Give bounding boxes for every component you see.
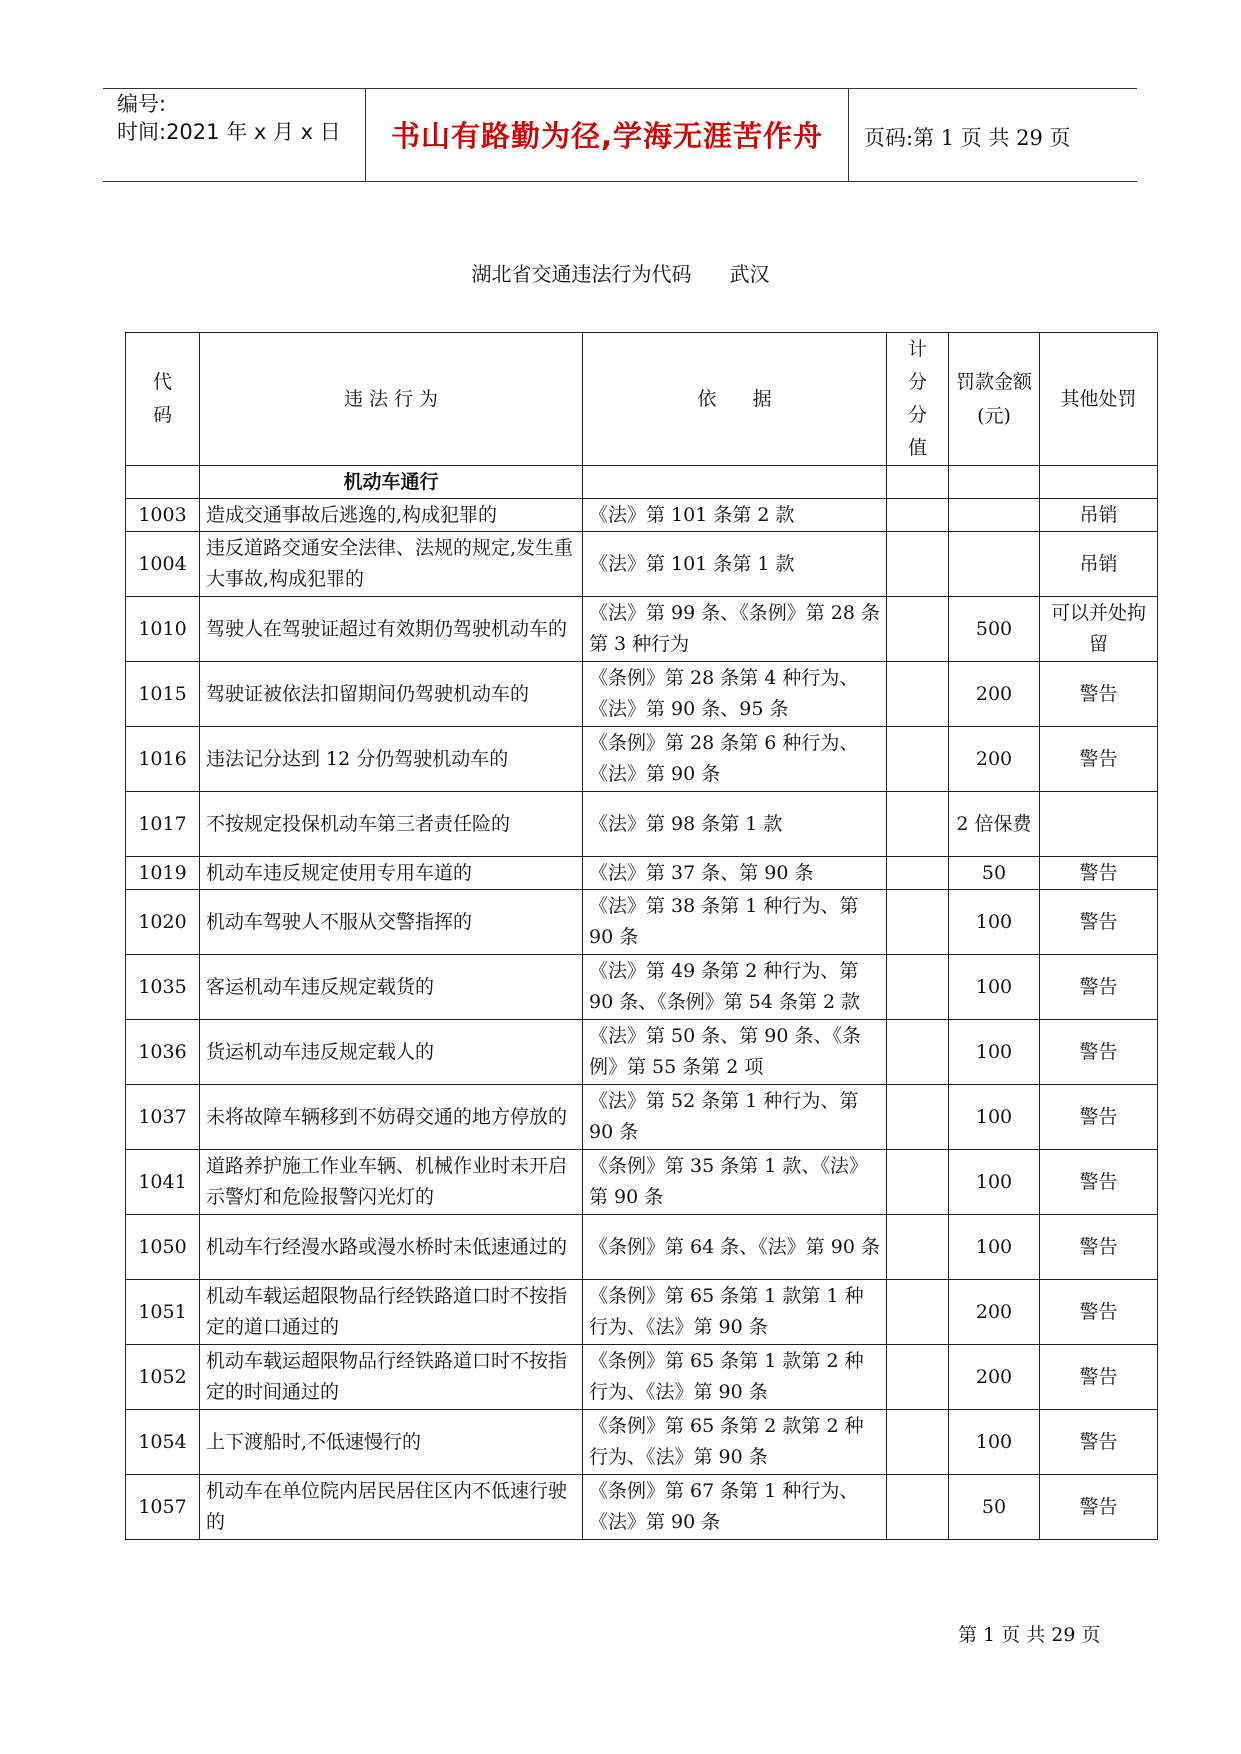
cell-fine (949, 499, 1040, 532)
cell-other: 警告 (1040, 727, 1158, 792)
cell-other: 警告 (1040, 955, 1158, 1020)
cell-violation: 客运机动车违反规定载货的 (200, 955, 583, 1020)
cell-basis: 《条例》第 67 条第 1 种行为、《法》第 90 条 (583, 1475, 887, 1540)
cell-basis: 《法》第 37 条、第 90 条 (583, 857, 887, 890)
section-title: 机动车通行 (200, 466, 583, 499)
cell-violation: 机动车行经漫水路或漫水桥时未低速通过的 (200, 1215, 583, 1280)
header-page-label: 页码:第 1 页 共 29 页 (864, 126, 1071, 150)
cell-fine: 100 (949, 1215, 1040, 1280)
cell-fine: 100 (949, 1085, 1040, 1150)
document-title (0, 258, 1241, 287)
cell-points (887, 727, 949, 792)
cell-fine: 100 (949, 1150, 1040, 1215)
table-row (126, 532, 1158, 597)
cell-other: 警告 (1040, 1150, 1158, 1215)
cell-violation: 机动车载运超限物品行经铁路道口时不按指定的时间通过的 (200, 1345, 583, 1410)
cell-other: 警告 (1040, 1215, 1158, 1280)
cell-code: 1050 (126, 1215, 200, 1280)
cell-code: 1035 (126, 955, 200, 1020)
cell-other: 吊销 (1040, 532, 1158, 597)
table-row (126, 597, 1158, 662)
cell-basis: 《条例》第 65 条第 1 款第 2 种行为、《法》第 90 条 (583, 1345, 887, 1410)
cell-basis: 《条例》第 65 条第 2 款第 2 种行为、《法》第 90 条 (583, 1410, 887, 1475)
cell-basis: 《法》第 50 条、第 90 条、《条例》第 55 条第 2 项 (583, 1020, 887, 1085)
cell-other: 警告 (1040, 1410, 1158, 1475)
cell-code: 1020 (126, 890, 200, 955)
cell-violation: 道路养护施工作业车辆、机械作业时未开启示警灯和危险报警闪光灯的 (200, 1150, 583, 1215)
cell-violation: 驾驶证被依法扣留期间仍驾驶机动车的 (200, 662, 583, 727)
cell-points (887, 1280, 949, 1345)
cell-other: 警告 (1040, 1345, 1158, 1410)
cell-fine: 100 (949, 955, 1040, 1020)
cell-code: 1004 (126, 532, 200, 597)
table-row (126, 955, 1158, 1020)
cell-basis: 《法》第 101 条第 1 款 (583, 532, 887, 597)
cell-other: 警告 (1040, 1020, 1158, 1085)
cell-other: 警告 (1040, 1085, 1158, 1150)
cell-violation: 上下渡船时,不低速慢行的 (200, 1410, 583, 1475)
cell-basis: 《法》第 38 条第 1 种行为、第 90 条 (583, 890, 887, 955)
cell-fine: 100 (949, 1020, 1040, 1085)
cell-fine: 200 (949, 1280, 1040, 1345)
cell-violation: 不按规定投保机动车第三者责任险的 (200, 792, 583, 857)
cell-code: 1052 (126, 1345, 200, 1410)
cell-violation: 驾驶人在驾驶证超过有效期仍驾驶机动车的 (200, 597, 583, 662)
header-top-rule (103, 88, 1137, 89)
cell-basis: 《条例》第 28 条第 4 种行为、《法》第 90 条、95 条 (583, 662, 887, 727)
cell-points (887, 1150, 949, 1215)
header-bottom-rule (103, 181, 1137, 182)
cell-code: 1019 (126, 857, 200, 890)
table-row (126, 1150, 1158, 1215)
header-basis: 依 据 (583, 333, 887, 466)
header-meta (117, 90, 341, 146)
cell-fine: 200 (949, 727, 1040, 792)
cell-other: 警告 (1040, 857, 1158, 890)
cell-fine: 100 (949, 890, 1040, 955)
cell-code: 1037 (126, 1085, 200, 1150)
table-row (126, 499, 1158, 532)
cell-code: 1054 (126, 1410, 200, 1475)
cell-points (887, 792, 949, 857)
title-region: 武汉 (729, 262, 770, 286)
table-row (126, 1085, 1158, 1150)
cell-fine: 200 (949, 662, 1040, 727)
title-main: 湖北省交通违法行为代码 (471, 262, 692, 286)
cell-violation: 机动车违反规定使用专用车道的 (200, 857, 583, 890)
cell-code: 1016 (126, 727, 200, 792)
header-other: 其他处罚 (1040, 333, 1158, 466)
cell-violation: 货运机动车违反规定载人的 (200, 1020, 583, 1085)
cell-basis: 《条例》第 65 条第 1 款第 1 种行为、《法》第 90 条 (583, 1280, 887, 1345)
cell-violation: 机动车在单位院内居民居住区内不低速行驶的 (200, 1475, 583, 1540)
table-row (126, 727, 1158, 792)
section-row (126, 466, 1158, 499)
cell-code: 1036 (126, 1020, 200, 1085)
cell-fine: 500 (949, 597, 1040, 662)
header-fine: 罚款金额(元) (949, 333, 1040, 466)
cell-basis: 《法》第 98 条第 1 款 (583, 792, 887, 857)
cell-code: 1003 (126, 499, 200, 532)
cell-points (887, 857, 949, 890)
cell-code: 1057 (126, 1475, 200, 1540)
cell-other: 警告 (1040, 662, 1158, 727)
cell-basis: 《法》第 101 条第 2 款 (583, 499, 887, 532)
cell-other: 警告 (1040, 890, 1158, 955)
violation-code-table (125, 332, 1158, 1540)
table-row (126, 662, 1158, 727)
cell-other: 警告 (1040, 1280, 1158, 1345)
cell-points (887, 1085, 949, 1150)
cell-points (887, 662, 949, 727)
cell-code: 1051 (126, 1280, 200, 1345)
cell-fine (949, 532, 1040, 597)
cell-points (887, 890, 949, 955)
cell-points (887, 1020, 949, 1085)
cell-points (887, 597, 949, 662)
cell-fine: 200 (949, 1345, 1040, 1410)
cell-points (887, 1215, 949, 1280)
cell-violation: 未将故障车辆移到不妨碍交通的地方停放的 (200, 1085, 583, 1150)
cell-code: 1015 (126, 662, 200, 727)
cell-basis: 《法》第 99 条、《条例》第 28 条第 3 种行为 (583, 597, 887, 662)
cell-fine: 2 倍保费 (949, 792, 1040, 857)
header-points: 计分分值 (887, 333, 949, 466)
cell-other (1040, 792, 1158, 857)
cell-code: 1010 (126, 597, 200, 662)
cell-basis: 《法》第 49 条第 2 种行为、第 90 条、《条例》第 54 条第 2 款 (583, 955, 887, 1020)
table-row (126, 1215, 1158, 1280)
table-row (126, 890, 1158, 955)
cell-violation: 造成交通事故后逃逸的,构成犯罪的 (200, 499, 583, 532)
header-violation: 违 法 行 为 (200, 333, 583, 466)
cell-basis: 《条例》第 28 条第 6 种行为、《法》第 90 条 (583, 727, 887, 792)
cell-points (887, 532, 949, 597)
table-row (126, 1410, 1158, 1475)
header-code: 代码 (126, 333, 200, 466)
header-motto: 书山有路勤为径,学海无涯苦作舟 (390, 119, 824, 153)
table-row (126, 792, 1158, 857)
header-divider (848, 88, 849, 181)
time-label: 时间:2021 年 x 月 x 日 (117, 120, 341, 144)
table-row (126, 1345, 1158, 1410)
cell-violation: 机动车驾驶人不服从交警指挥的 (200, 890, 583, 955)
cell-points (887, 1475, 949, 1540)
cell-violation: 违法记分达到 12 分仍驾驶机动车的 (200, 727, 583, 792)
serial-label: 编号: (117, 92, 167, 116)
footer-page-label: 第 1 页 共 29 页 (958, 1624, 1101, 1646)
cell-points (887, 499, 949, 532)
cell-fine: 100 (949, 1410, 1040, 1475)
cell-other: 警告 (1040, 1475, 1158, 1540)
cell-basis: 《条例》第 35 条第 1 款、《法》第 90 条 (583, 1150, 887, 1215)
cell-code: 1017 (126, 792, 200, 857)
cell-points (887, 955, 949, 1020)
table-row (126, 857, 1158, 890)
cell-basis: 《条例》第 64 条、《法》第 90 条 (583, 1215, 887, 1280)
table-row (126, 1280, 1158, 1345)
table-row (126, 1020, 1158, 1085)
cell-other: 吊销 (1040, 499, 1158, 532)
table-header-row (126, 333, 1158, 466)
cell-fine: 50 (949, 1475, 1040, 1540)
cell-fine: 50 (949, 857, 1040, 890)
cell-points (887, 1345, 949, 1410)
cell-violation: 违反道路交通安全法律、法规的规定,发生重大事故,构成犯罪的 (200, 532, 583, 597)
cell-violation: 机动车载运超限物品行经铁路道口时不按指定的道口通过的 (200, 1280, 583, 1345)
table-row (126, 1475, 1158, 1540)
cell-other: 可以并处拘留 (1040, 597, 1158, 662)
cell-code: 1041 (126, 1150, 200, 1215)
cell-basis: 《法》第 52 条第 1 种行为、第 90 条 (583, 1085, 887, 1150)
cell-points (887, 1410, 949, 1475)
